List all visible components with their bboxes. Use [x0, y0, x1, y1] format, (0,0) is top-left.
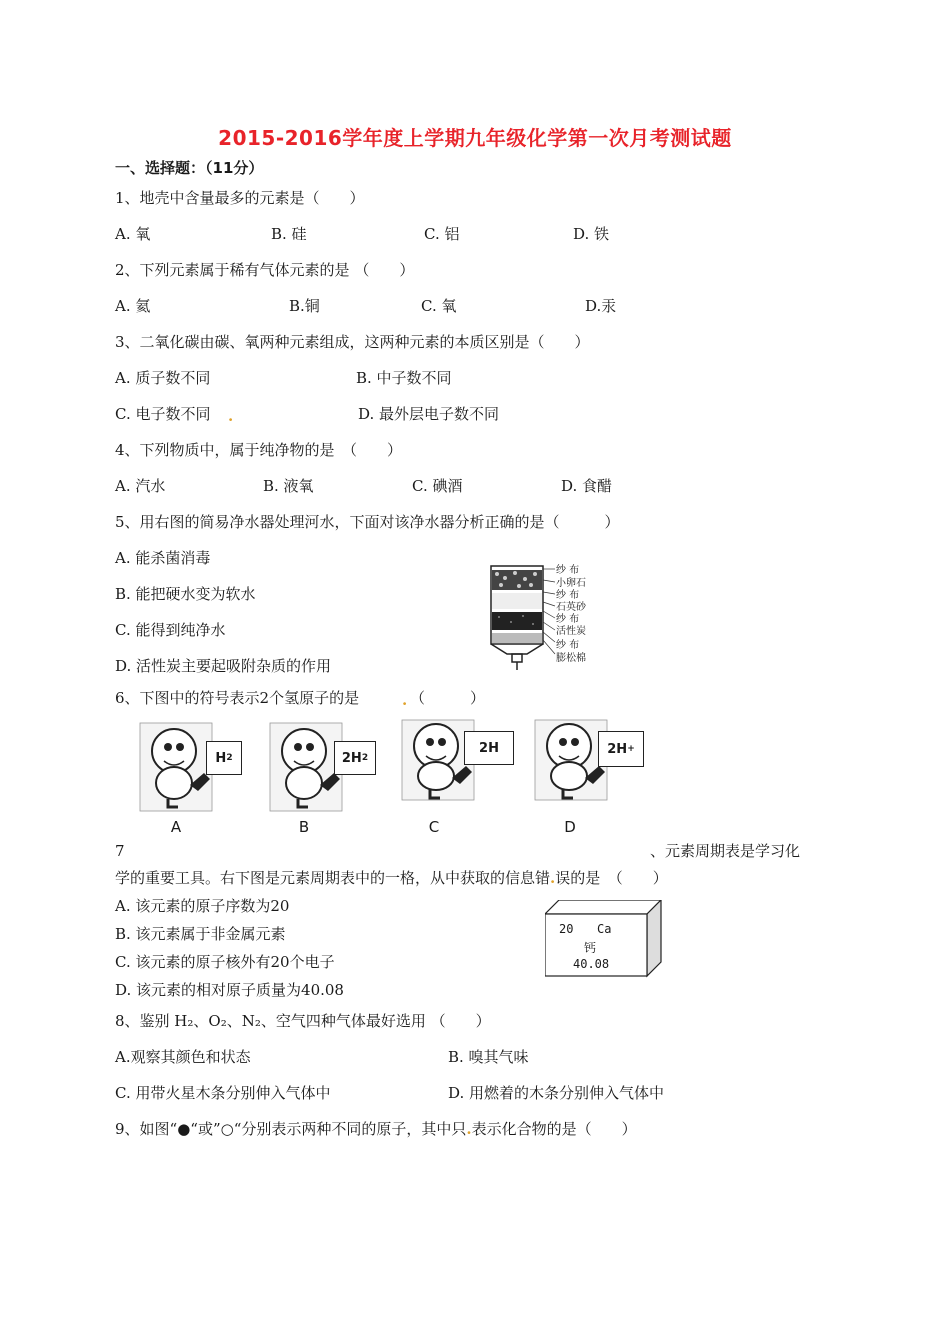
robot-figure-a — [138, 715, 270, 813]
q3-option-d: D. 最外层电子数不同 — [358, 405, 500, 423]
question-3: 3、二氧化碳由碳、氧两种元素组成，这两种元素的本质区别是（ ） — [115, 333, 590, 351]
cell-atomic-mass: 40.08 — [573, 957, 610, 971]
q4-option-c: C. 碘酒 — [412, 477, 463, 495]
option-label-c: C — [428, 818, 440, 836]
q7-option-c: C. 该元素的原子核外有20个电子 — [115, 953, 335, 971]
q1-option-d: D. 铁 — [573, 225, 610, 243]
symbol-box-d — [598, 731, 644, 767]
water-filter-figure — [485, 560, 605, 672]
q2-option-c: C. 氧 — [421, 297, 457, 315]
q8-option-c: C. 用带火星木条分别伸入气体中 — [115, 1084, 331, 1102]
q2-option-d: D.汞 — [585, 297, 617, 315]
filter-label: 小卵石 — [556, 578, 586, 589]
q4-option-b: B. 液氧 — [263, 477, 314, 495]
cell-element-name: 钙 — [584, 941, 597, 955]
mark-dot: . — [550, 869, 556, 887]
symbol-box-a — [206, 741, 242, 775]
q7-line2-text-b: 误的是 （ ） — [555, 869, 668, 887]
q3-option-b: B. 中子数不同 — [356, 369, 452, 387]
question-9 — [115, 1119, 637, 1139]
q1-option-b: B. 硅 — [271, 225, 307, 243]
q7-line2-text-a: 学的重要工具。右下图是元素周期表中的一格，从中获取的信息错 — [115, 869, 551, 887]
question-7-number: 7 — [115, 842, 125, 860]
q5-option-d: D. 活性炭主要起吸附杂质的作用 — [115, 657, 332, 675]
symbol-box-b — [334, 741, 376, 775]
q4-option-a: A. 汽水 — [115, 477, 166, 495]
question-5: 5、用右图的简易净水器处理河水，下面对该净水器分析正确的是（ ） — [115, 513, 620, 531]
q2-option-b: B.铜 — [289, 297, 320, 315]
q2-option-a: A. 氦 — [115, 297, 151, 315]
symbol-box-c — [464, 731, 514, 765]
robot-figure-icon — [138, 715, 270, 813]
section-heading: 一、选择题：（11分） — [115, 159, 264, 177]
q1-option-c: C. 铝 — [424, 225, 460, 243]
question-8: 8、鉴别 H₂、O₂、N₂、空气四种气体最好选用 （ ） — [115, 1012, 491, 1030]
q5-option-c: C. 能得到纯净水 — [115, 621, 226, 639]
q7-option-b: B. 该元素属于非金属元素 — [115, 925, 286, 943]
question-2: 2、下列元素属于稀有气体元素的是 （ ） — [115, 261, 415, 279]
mark-dot: . — [402, 691, 408, 709]
q8-option-d: D. 用燃着的木条分别伸入气体中 — [448, 1084, 665, 1102]
q9-text-a: 9、如图“●“或”○“分别表示两种不同的原子，其中只 — [115, 1120, 467, 1138]
symbol-text: H — [215, 750, 227, 766]
q5-option-b: B. 能把硬水变为软水 — [115, 585, 256, 603]
q1-option-a: A. 氧 — [115, 225, 151, 243]
cell-atomic-number: 20 — [559, 922, 574, 936]
q6-paren: （ ） — [410, 689, 486, 707]
question-7-stem-tail: 、元素周期表是学习化 — [650, 842, 801, 860]
symbol-sub: 2 — [361, 753, 369, 763]
symbol-text: 2H — [607, 741, 628, 757]
filter-label: 纱 布 — [556, 614, 580, 625]
option-label-b: B — [298, 818, 310, 836]
q7-option-d: D. 该元素的相对原子质量为40.08 — [115, 981, 344, 999]
q9-text-b: 表示化合物的是（ ） — [471, 1120, 637, 1138]
mark-dot: . — [228, 407, 234, 425]
filter-label: 纱 布 — [556, 565, 580, 576]
q8-option-a: A.观察其颜色和状态 — [115, 1048, 251, 1066]
question-1: 1、地壳中含量最多的元素是（ ） — [115, 189, 365, 207]
q4-option-d: D. 食醋 — [561, 477, 613, 495]
question-7-line2 — [115, 868, 668, 888]
symbol-sub: 2 — [226, 753, 233, 763]
symbol-text: 2H — [479, 740, 499, 756]
filter-label: 石英砂 — [556, 602, 586, 613]
question-4: 4、下列物质中，属于纯净物的是 （ ） — [115, 441, 403, 459]
q5-option-a: A. 能杀菌消毒 — [115, 549, 211, 567]
question-6: 6、下图中的符号表示2个氢原子的是 — [115, 689, 360, 707]
cell-symbol: Ca — [597, 922, 612, 936]
q3-option-c: C. 电子数不同 — [115, 405, 211, 423]
option-label-d: D — [564, 818, 576, 836]
filter-label: 膨松棉 — [556, 653, 586, 664]
q3-option-a: A. 质子数不同 — [115, 369, 211, 387]
mark-dot: . — [466, 1120, 472, 1138]
filter-label: 纱 布 — [556, 640, 580, 651]
filter-label: 纱 布 — [556, 590, 580, 601]
symbol-text: 2H — [341, 750, 362, 766]
page-title: 2015-2016学年度上学期九年级化学第一次月考测试题 — [218, 126, 732, 150]
q8-option-b: B. 嗅其气味 — [448, 1048, 529, 1066]
filter-label: 活性炭 — [556, 626, 586, 637]
q7-option-a: A. 该元素的原子序数为20 — [115, 897, 290, 915]
symbol-sup: + — [627, 744, 635, 754]
option-label-a: A — [170, 818, 182, 836]
